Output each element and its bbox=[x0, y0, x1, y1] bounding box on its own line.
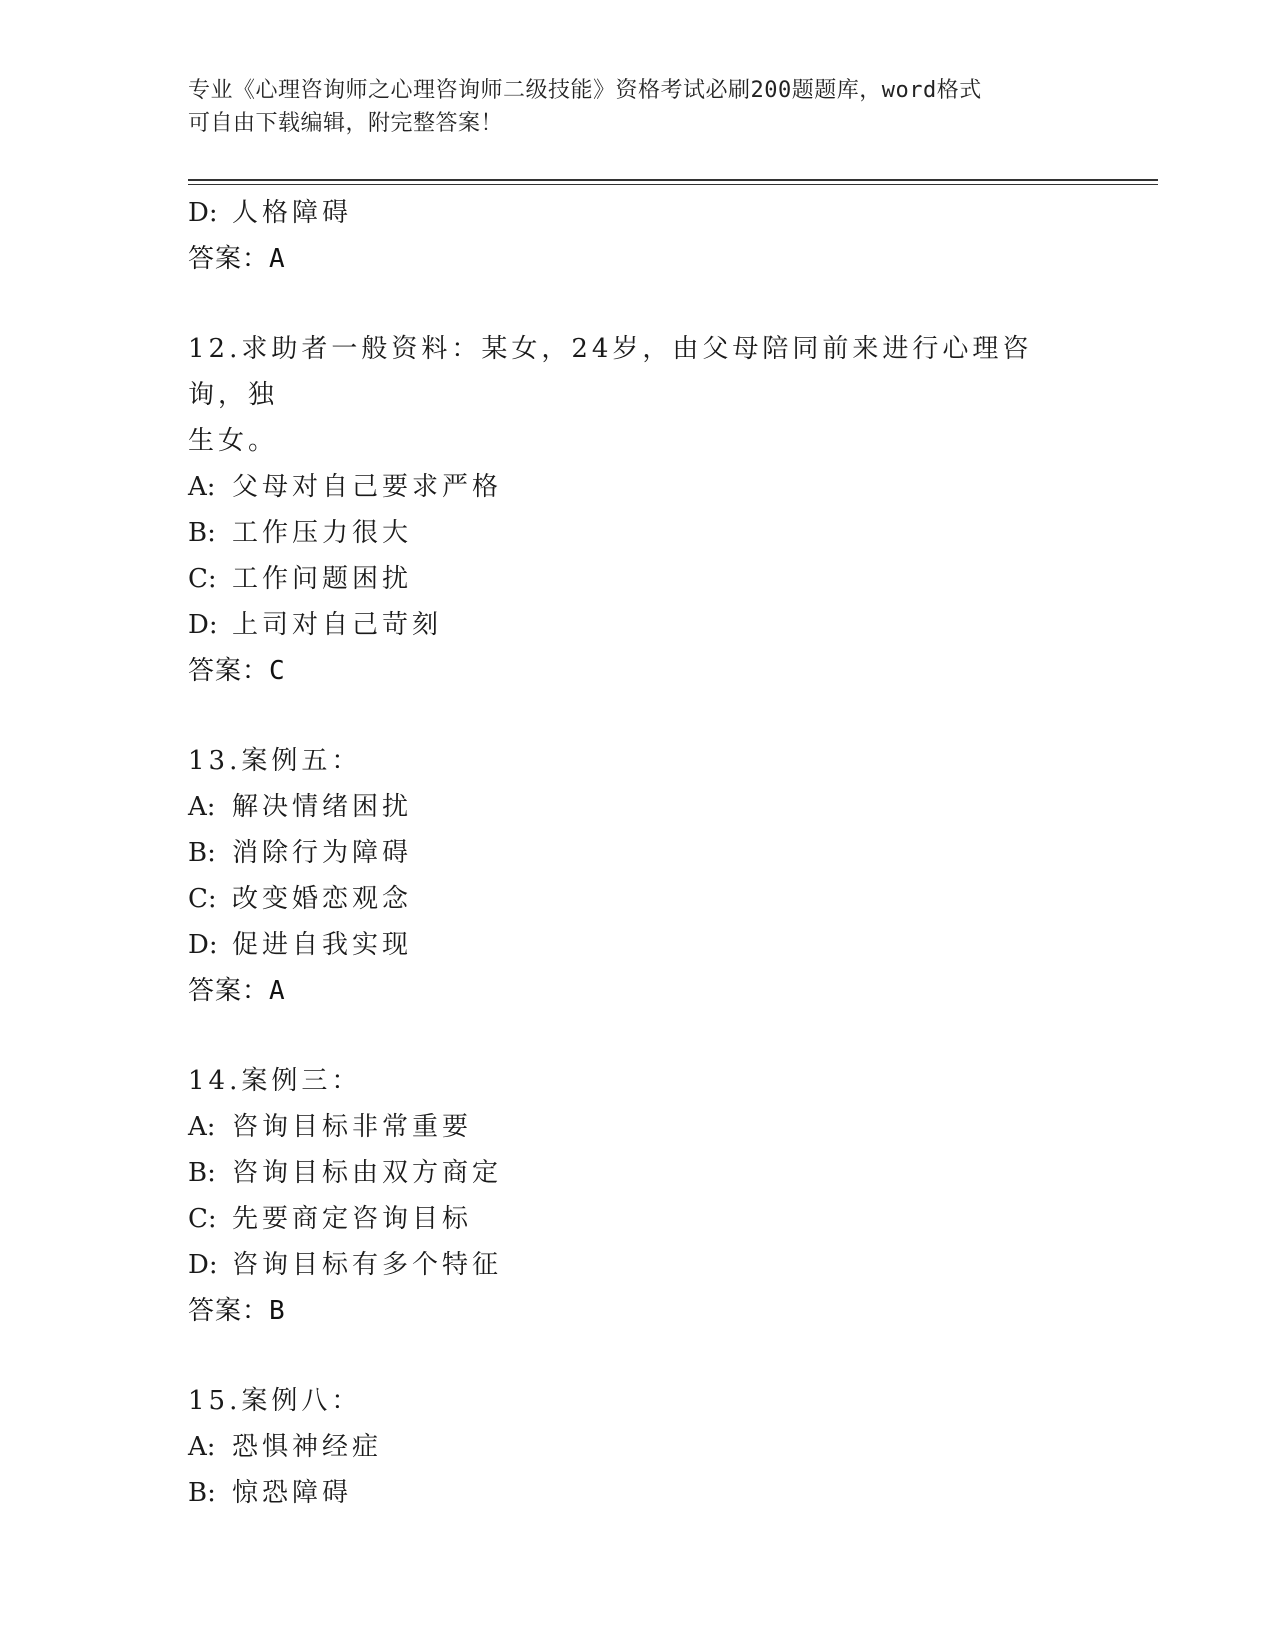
option-text: 上司对自己苛刻 bbox=[232, 610, 443, 640]
option-key: C: bbox=[188, 884, 217, 914]
question-stem: 13.案例五： bbox=[188, 746, 362, 776]
option-key: C: bbox=[188, 564, 217, 594]
option-key: A: bbox=[188, 472, 216, 502]
option-key: D: bbox=[188, 610, 218, 640]
question-stem-line-2: 生女。 bbox=[188, 426, 279, 456]
option-key: D: bbox=[188, 930, 218, 960]
option-d bbox=[188, 190, 1108, 236]
option-text: 消除行为障碍 bbox=[232, 838, 413, 868]
spacer bbox=[188, 1014, 1108, 1058]
answer-line: 答案：A bbox=[188, 976, 286, 1006]
option-key: A: bbox=[188, 792, 216, 822]
question-14 bbox=[188, 1058, 1108, 1334]
spacer bbox=[188, 1334, 1108, 1378]
question-13 bbox=[188, 738, 1108, 1014]
option-a bbox=[188, 1424, 1108, 1470]
question-15 bbox=[188, 1378, 1108, 1516]
option-b bbox=[188, 510, 1108, 556]
document-header bbox=[188, 74, 1088, 140]
option-b bbox=[188, 1470, 1108, 1516]
answer-line: 答案：C bbox=[188, 656, 286, 686]
option-key: A: bbox=[188, 1112, 216, 1142]
option-a bbox=[188, 1104, 1108, 1150]
question-stem: 15.案例八： bbox=[188, 1386, 362, 1416]
option-key: D: bbox=[188, 198, 218, 228]
option-text: 解决情绪困扰 bbox=[232, 792, 413, 822]
question-12 bbox=[188, 326, 1108, 694]
option-key: D: bbox=[188, 1250, 218, 1280]
spacer bbox=[188, 282, 1108, 326]
option-text: 父母对自己要求严格 bbox=[232, 472, 503, 502]
option-d bbox=[188, 922, 1108, 968]
option-key: B: bbox=[188, 1158, 216, 1188]
option-key: B: bbox=[188, 518, 216, 548]
option-c bbox=[188, 556, 1108, 602]
option-key: B: bbox=[188, 1478, 216, 1508]
question-stem-line-1: 12.求助者一般资料：某女，24岁，由父母陪同前来进行心理咨询，独 bbox=[188, 334, 1033, 410]
option-c bbox=[188, 876, 1108, 922]
spacer bbox=[188, 694, 1108, 738]
header-title-line-1: 专业《心理咨询师之心理咨询师二级技能》资格考试必刷200题题库，word格式 bbox=[188, 78, 982, 103]
header-title-line-2: 可自由下载编辑，附完整答案！ bbox=[188, 111, 504, 136]
option-d bbox=[188, 602, 1108, 648]
option-a bbox=[188, 784, 1108, 830]
option-text: 惊恐障碍 bbox=[232, 1478, 353, 1508]
option-a bbox=[188, 464, 1108, 510]
option-text: 改变婚恋观念 bbox=[232, 884, 413, 914]
header-divider-thin bbox=[188, 184, 1158, 185]
option-key: A: bbox=[188, 1432, 216, 1462]
option-text: 咨询目标有多个特征 bbox=[232, 1250, 503, 1280]
option-key: C: bbox=[188, 1204, 217, 1234]
option-text: 工作压力很大 bbox=[232, 518, 413, 548]
option-text: 工作问题困扰 bbox=[232, 564, 413, 594]
option-text: 人格障碍 bbox=[232, 198, 353, 228]
question-stem: 14.案例三： bbox=[188, 1066, 362, 1096]
option-text: 先要商定咨询目标 bbox=[232, 1204, 473, 1234]
answer-line: 答案：B bbox=[188, 1296, 286, 1326]
option-key: B: bbox=[188, 838, 216, 868]
option-b bbox=[188, 1150, 1108, 1196]
answer-line: 答案：A bbox=[188, 244, 286, 274]
option-c bbox=[188, 1196, 1108, 1242]
question-content bbox=[188, 190, 1108, 1516]
option-d bbox=[188, 1242, 1108, 1288]
question-stem bbox=[188, 326, 1088, 464]
option-text: 促进自我实现 bbox=[232, 930, 413, 960]
option-b bbox=[188, 830, 1108, 876]
header-divider-thick bbox=[188, 179, 1158, 181]
question-11-continued bbox=[188, 190, 1108, 282]
option-text: 咨询目标非常重要 bbox=[232, 1112, 473, 1142]
option-text: 恐惧神经症 bbox=[232, 1432, 383, 1462]
option-text: 咨询目标由双方商定 bbox=[232, 1158, 503, 1188]
